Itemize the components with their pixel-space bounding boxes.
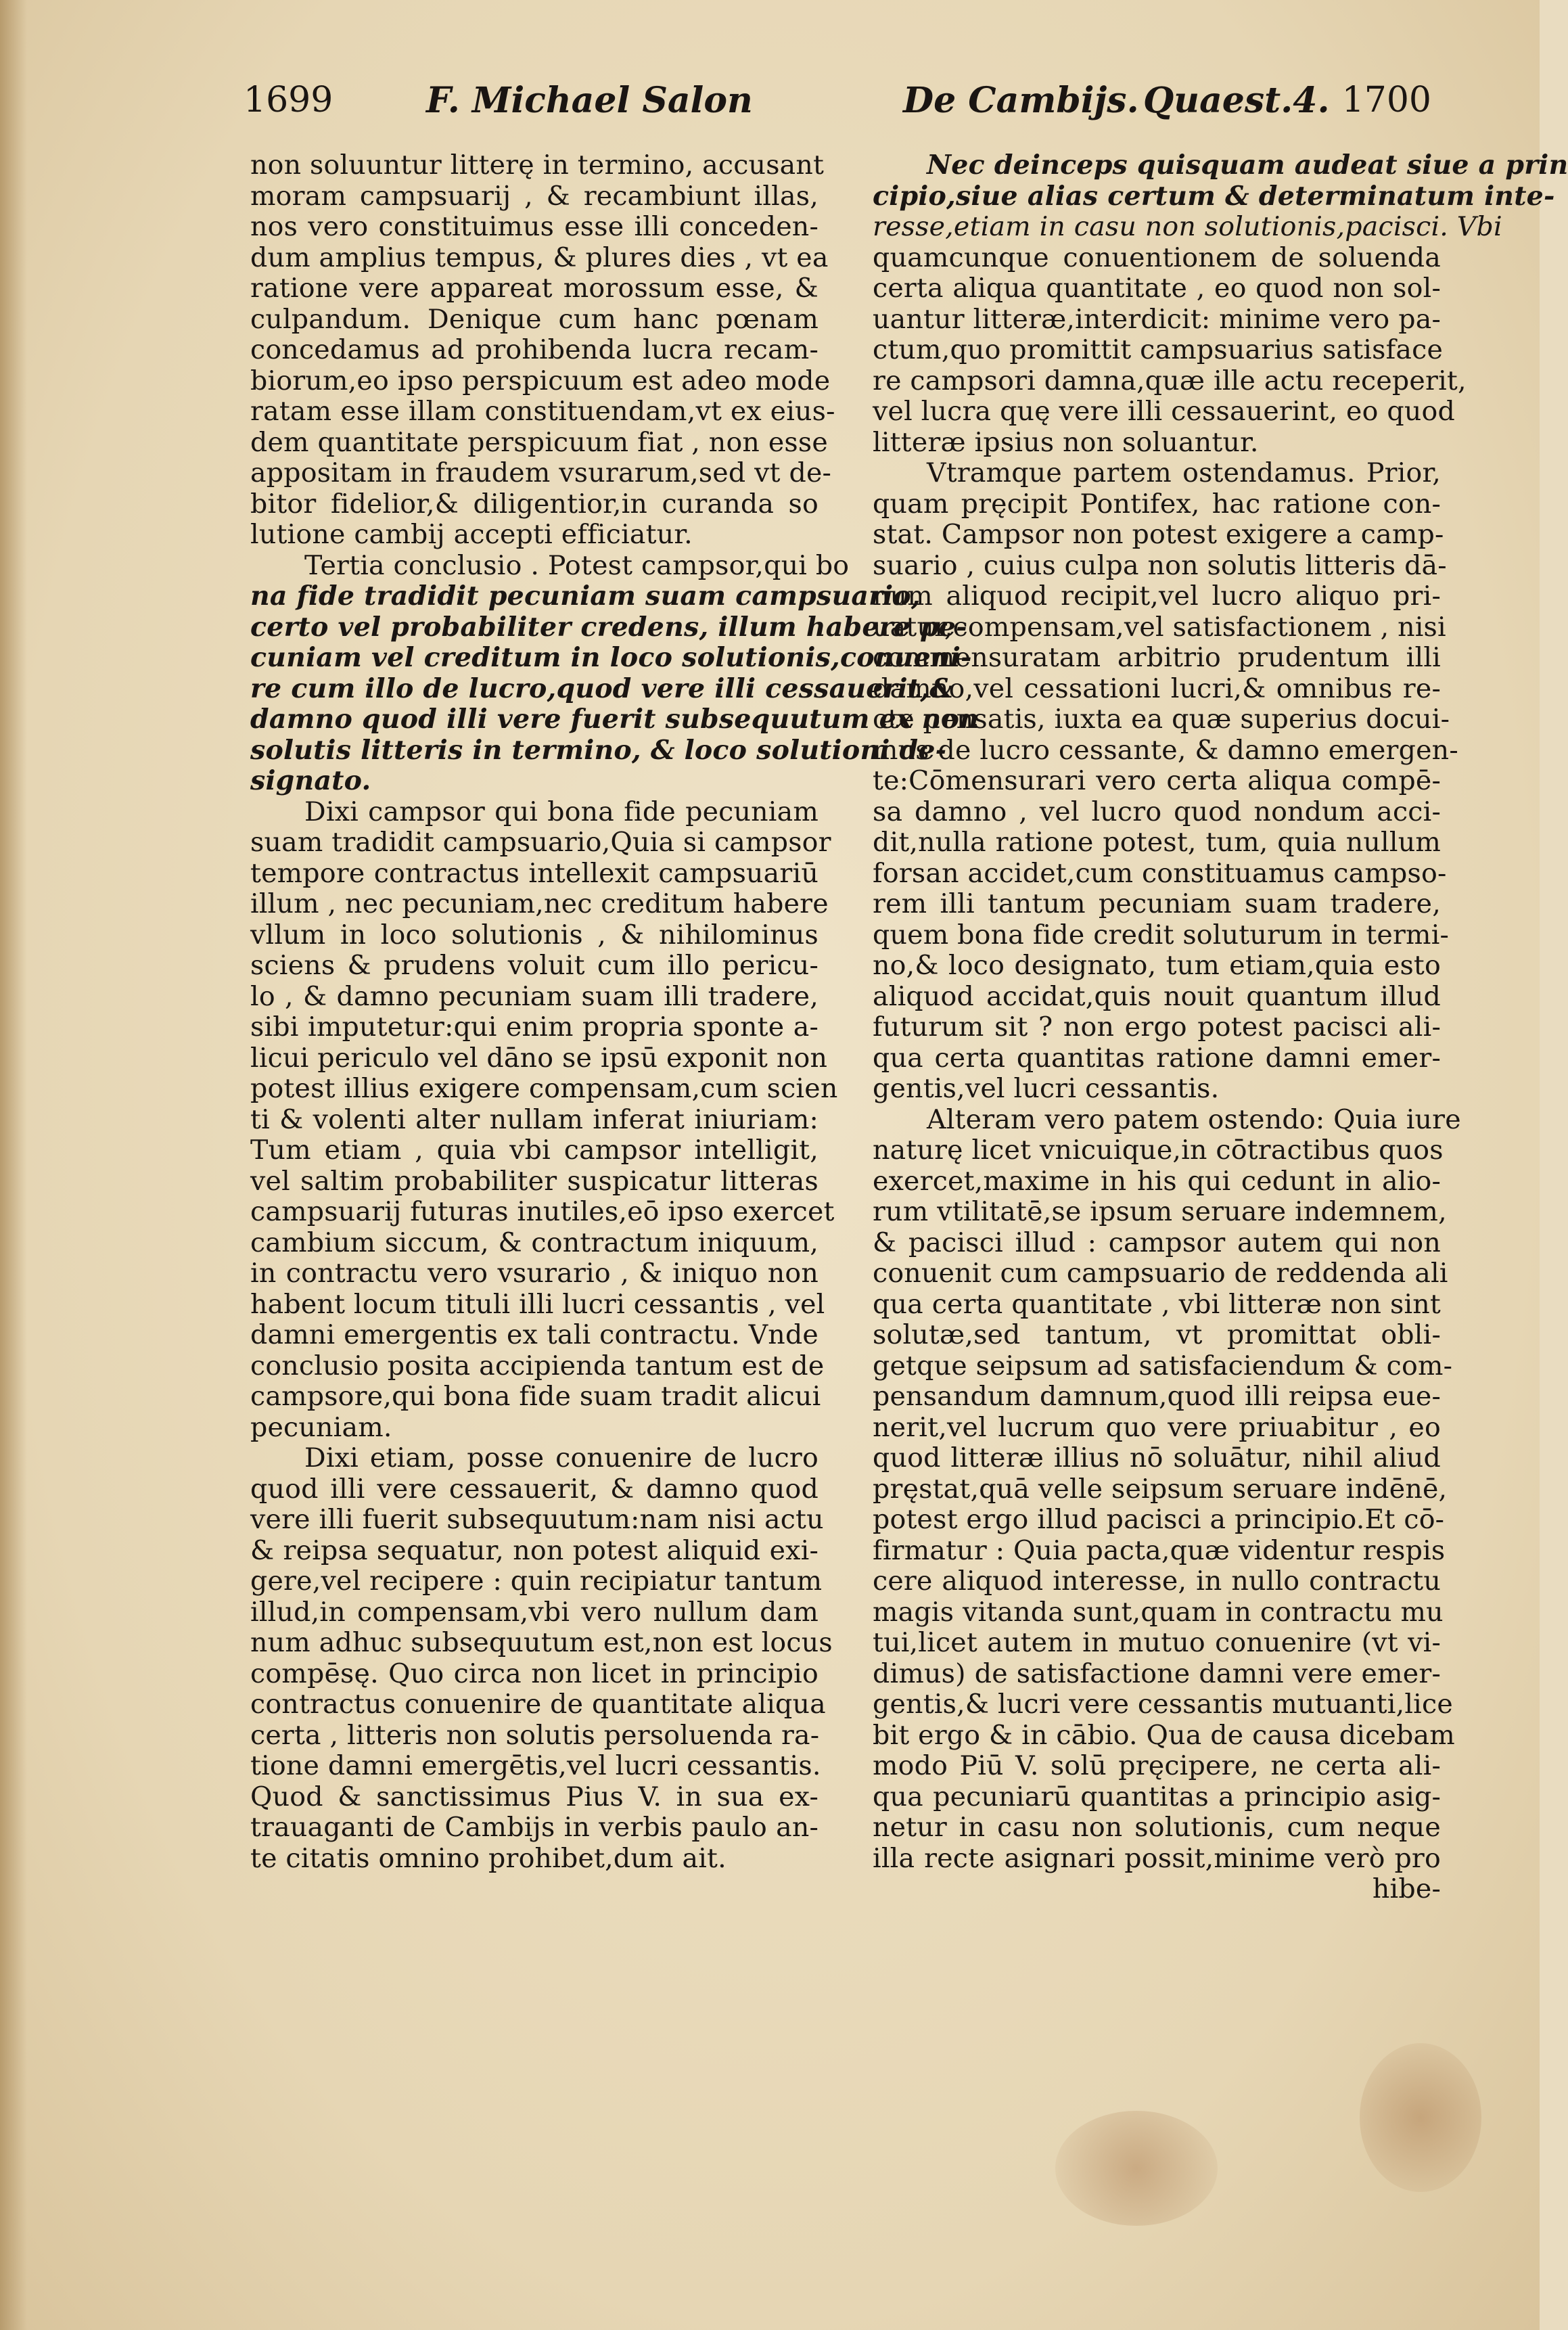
text-line: pecuniam. [250, 1411, 392, 1443]
text-line: potest ergo illud pacisci a principio.Et cō- [873, 1504, 1445, 1535]
text-line: commensuratam arbitrio prudentum illi [873, 642, 1441, 673]
header-question: Quaest.4. [1143, 80, 1330, 121]
text-line: pensandum damnum,quod illi reipsa eue- [873, 1381, 1441, 1412]
stain [1055, 2111, 1218, 2226]
text-line: te citatis omnino prohibet,dum ait. [250, 1842, 727, 1874]
text-line: sa damno , vel lucro quod nondum acci- [873, 796, 1441, 827]
text-line: Vtramque partem ostendamus. Prior, [927, 457, 1441, 488]
text-line: illum , nec pecuniam,nec creditum habere [250, 888, 829, 919]
text-line: conuenit cum campsuario de reddenda ali [873, 1258, 1448, 1289]
text-line: vel saltim probabiliter suspicatur litteras [250, 1165, 818, 1197]
text-line: mus de lucro cessante, & damno emergen- [873, 734, 1458, 766]
text-line: campsore,qui bona fide suam tradit alicui [250, 1381, 821, 1412]
text-line: modo Piū V. solū pręcipere, ne certa ali- [873, 1750, 1441, 1781]
text-line: aliquod accidat,quis nouit quantum illud [873, 980, 1441, 1012]
right-column [873, 150, 1568, 1905]
text-line: resse,etiam in casu non solutionis,pacisci. Vbi [873, 211, 1502, 242]
text-line: Quod & sanctissimus Pius V. in sua ex- [250, 1781, 818, 1812]
text-line: rem illi tantum pecuniam suam tradere, [873, 888, 1441, 919]
text-line: Dixi etiam, posse conuenire de lucro [304, 1442, 818, 1474]
text-line: num adhuc subsequutum est,non est locus [250, 1627, 833, 1658]
text-line: compēsę. Quo circa non licet in principio [250, 1658, 818, 1689]
text-line: lutione cambij accepti efficiatur. [250, 519, 693, 550]
text-line: cipio,siue alias certum & determinatum inte- [873, 180, 1555, 212]
text-line: futurum sit ? non ergo potest pacisci ali- [873, 1011, 1441, 1043]
text-line: solutæ,sed tantum, vt promittat obli- [873, 1319, 1441, 1350]
text-line: potest illius exigere compensam,cum scien [250, 1073, 838, 1104]
text-line: te:Cōmensurari vero certa aliqua compē- [873, 765, 1441, 796]
text-line: campsuarij futuras inutiles,eō ipso exercet [250, 1196, 835, 1227]
text-line: pręstat,quā velle seipsum seruare indēnē, [873, 1473, 1448, 1505]
text-line: signato. [250, 765, 371, 796]
text-line: qua certa quantitas ratione damni emer- [873, 1042, 1441, 1074]
text-line: gentis,vel lucri cessantis. [873, 1073, 1220, 1104]
text-line: culpandum. Denique cum hanc pœnam [250, 303, 818, 335]
text-line: moram campsuarij , & recambiunt illas, [250, 180, 818, 212]
text-line: no,& loco designato, tum etiam,quia esto [873, 950, 1441, 981]
text-line: bitor fidelior,& diligentior,in curanda so [250, 488, 818, 520]
text-line: quem bona fide credit soluturum in termi- [873, 919, 1450, 951]
text-line: Dixi campsor qui bona fide pecuniam [304, 796, 818, 827]
text-line: cere aliquod interesse, in nullo contractu [873, 1566, 1441, 1597]
text-line: solutis litteris in termino, & loco solutioni de- [250, 734, 947, 766]
text-line: illa recte asignari possit,minime verò pro [873, 1842, 1441, 1874]
text-line: firmatur : Quia pacta,quæ videntur respis [873, 1534, 1446, 1566]
text-line: & pacisci illud : campsor autem qui non [873, 1227, 1441, 1258]
text-line: dum amplius tempus, & plures dies , vt ea [250, 242, 829, 273]
text-line: trauaganti de Cambijs in verbis paulo an- [250, 1812, 818, 1843]
text-line: quam pręcipit Pontifex, hac ratione con- [873, 488, 1441, 520]
text-line: cambium siccum, & contractum iniquum, [250, 1227, 818, 1258]
text-line: suario , cuius culpa non solutis litteris dā- [873, 549, 1447, 581]
text-line: cuniam vel creditum in loco solutionis,conueni- [250, 642, 972, 673]
text-line: ratione vere appareat morossum esse, & [250, 273, 818, 304]
text-line: vllum in loco solutionis , & nihilominus [250, 919, 818, 951]
text-line: ti & volenti alter nullam inferat iniuriam: [250, 1103, 818, 1135]
text-line: forsan accidet,cum constituamus campso- [873, 857, 1447, 889]
text-line: litteræ ipsius non soluantur. [873, 426, 1259, 458]
text-line: damno,vel cessationi lucri,& omnibus re- [873, 672, 1441, 704]
running-header [244, 80, 1431, 134]
text-line: num aliquod recipit,vel lucro aliquo pri- [873, 580, 1441, 612]
text-line: tempore contractus intellexit campsuariū [250, 857, 818, 889]
text-line: gentis,& lucri vere cessantis mutuanti,lice [873, 1689, 1453, 1720]
header-author: F. Michael Salon [426, 80, 753, 121]
text-line: quod litteræ illius nō soluātur, nihil aliud [873, 1442, 1441, 1474]
text-line: exercet,maxime in his qui cedunt in alio- [873, 1165, 1441, 1197]
page-number-left: 1699 [244, 80, 333, 120]
text-line: Tertia conclusio . Potest campsor,qui bo [304, 549, 850, 581]
text-line: qua pecuniarū quantitas a principio asig- [873, 1781, 1441, 1812]
text-line: conclusio posita accipienda tantum est de [250, 1350, 825, 1381]
text-line: certa aliqua quantitate , eo quod non sol- [873, 273, 1441, 304]
text-line: sibi imputetur:qui enim propria sponte a- [250, 1011, 818, 1043]
text-line: lo , & damno pecuniam suam illi tradere, [250, 980, 818, 1012]
text-line: vere illi fuerit subsequutum:nam nisi actu [250, 1504, 824, 1535]
text-line: na fide tradidit pecuniam suam campsuario, [250, 580, 921, 612]
text-line: quamcunque conuentionem de soluenda [873, 242, 1441, 273]
left-column [250, 150, 979, 1874]
text-line: cte pensatis, iuxta ea quæ superius docui- [873, 704, 1450, 735]
text-line: quod illi vere cessauerit, & damno quod [250, 1473, 818, 1505]
text-line: Tum etiam , quia vbi campsor intelligit, [250, 1135, 818, 1166]
text-line: contractus conuenire de quantitate aliqua [250, 1689, 826, 1720]
text-line: tione damni emergētis,vel lucri cessantis. [250, 1750, 821, 1781]
text-line: ctum,quo promittit campsuarius satisface [873, 334, 1444, 365]
text-line: suam tradidit campsuario,Quia si campsor [250, 827, 831, 858]
text-line: biorum,eo ipso perspicuum est adeo mode [250, 365, 831, 396]
text-line: re cum illo de lucro,quod vere illi cessauerit,& [250, 672, 954, 704]
text-line: uatur,compensam,vel satisfactionem , nisi [873, 611, 1446, 643]
text-line: illud,in compensam,vbi vero nullum dam [250, 1596, 818, 1628]
text-line: damni emergentis ex tali contractu. Vnde [250, 1319, 818, 1350]
text-line: certo vel probabiliter credens, illum habere pe- [250, 611, 967, 643]
page-number-right: 1700 [1341, 80, 1431, 120]
page-gutter-shadow [0, 0, 27, 2330]
text-line: uantur litteræ,interdicit: minime vero pa- [873, 303, 1441, 335]
text-line: nerit,vel lucrum quo vere priuabitur , eo [873, 1411, 1441, 1443]
text-line: stat. Campsor non potest exigere a camp- [873, 519, 1444, 550]
text-line: nos vero constituimus esse illi conceden- [250, 211, 818, 242]
text-line: netur in casu non solutionis, cum neque [873, 1812, 1441, 1843]
text-line: dem quantitate perspicuum fiat , non esse [250, 426, 828, 458]
text-line: re campsori damna,quæ ille actu receperit, [873, 365, 1467, 396]
text-line: damno quod illi vere fuerit subsequutum ex non [250, 704, 979, 735]
text-line: Nec deinceps quisquam audeat siue a prin [927, 150, 1568, 181]
text-line: rum vtilitatē,se ipsum seruare indemnem, [873, 1196, 1447, 1227]
text-line: getque seipsum ad satisfaciendum & com- [873, 1350, 1453, 1381]
text-line: habent locum tituli illi lucri cessantis , vel [250, 1288, 825, 1320]
text-line: dimus) de satisfactione damni vere emer- [873, 1658, 1441, 1689]
text-line: Alteram vero patem ostendo: Quia iure [927, 1103, 1461, 1135]
text-line: bit ergo & in cābio. Qua de causa dicebam [873, 1719, 1455, 1751]
text-line: vel lucra quę vere illi cessauerint, eo quod [873, 396, 1455, 427]
text-line: dit,nulla ratione potest, tum, quia nullum [873, 827, 1441, 858]
text-line: in contractu vero vsurario , & iniquo non [250, 1258, 818, 1289]
text-line: certa , litteris non solutis persoluenda ra- [250, 1719, 820, 1751]
catchword: hibe- [1372, 1873, 1441, 1904]
text-line: qua certa quantitate , vbi litteræ non sint [873, 1288, 1441, 1320]
text-line: licui periculo vel dāno se ipsū exponit non [250, 1042, 828, 1074]
text-line: concedamus ad prohibenda lucra recam- [250, 334, 818, 365]
text-line: & reipsa sequatur, non potest aliquid exi- [250, 1534, 818, 1566]
text-line: non soluuntur litterę in termino, accusant [250, 150, 825, 181]
text-line: sciens & prudens voluit cum illo pericu- [250, 950, 818, 981]
text-line: tui,licet autem in mutuo conuenire (vt vi- [873, 1627, 1441, 1658]
text-line: naturę licet vnicuique,in cōtractibus quos [873, 1135, 1444, 1166]
header-section: De Cambijs. [903, 80, 1139, 121]
text-line: appositam in fraudem vsurarum,sed vt de- [250, 457, 832, 488]
text-line: gere,vel recipere : quin recipiatur tantum [250, 1566, 823, 1597]
text-line: ratam esse illam constituendam,vt ex eius- [250, 396, 835, 427]
stain [1360, 2043, 1481, 2192]
text-line: magis vitanda sunt,quam in contractu mu [873, 1596, 1444, 1628]
